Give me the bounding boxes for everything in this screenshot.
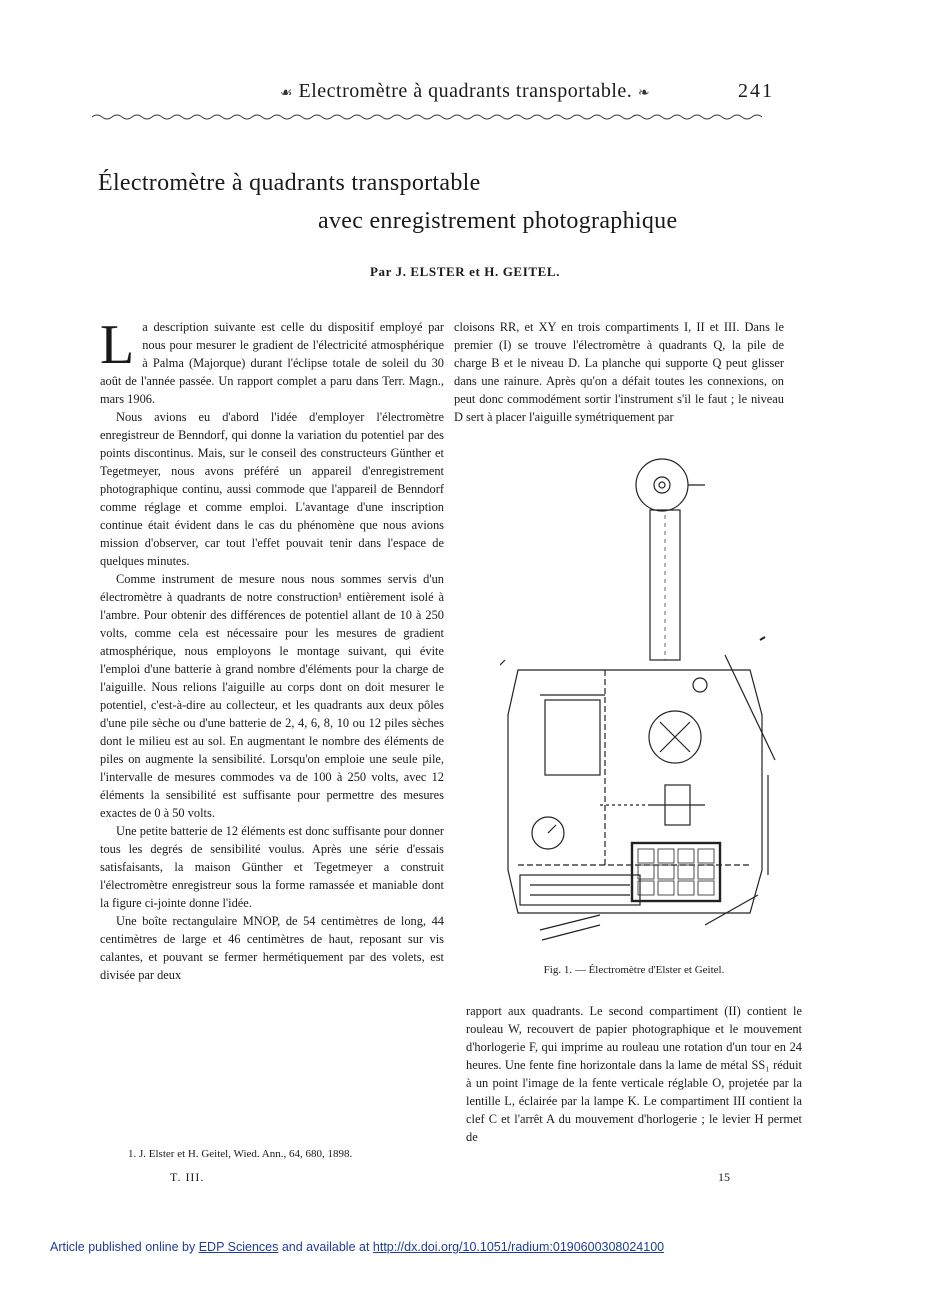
paragraph-5: Une boîte rectangulaire MNOP, de 54 centimètres de long, 44 centimètres de large et 46 centimètres de haut, reposant sur vis calantes, et pouvant se fermer hermétiquement par des volets, est divisée par deux	[100, 914, 444, 982]
running-title	[0, 80, 930, 103]
article-title-line1: Électromètre à quadrants transportable	[98, 170, 481, 196]
right-column-top	[454, 318, 784, 426]
paragraph-4: Une petite batterie de 12 éléments est donc suffisante pour donner tous les degrés de sensibilité voulus. Après une série d'essais satisfaisants, la maison Günther et Tegetmeyer a construit l'électromètre enregistreur sous la forme ramassée et maniable dont la figure ci-jointe donne l'idée.	[100, 824, 444, 910]
paragraph-1-text: a description suivante est celle du dispositif employé par nous pour mesurer le gradient de l'électricité atmosphérique à Palma (Majorque) durant l'éclipse totale de soleil du 30 août de l'année passée. Un rapport complet a paru dans Terr. Magn., mars 1906.	[100, 320, 444, 406]
article-title-line2: avec enregistrement photographique	[318, 208, 678, 234]
tome-marker: T. III.	[170, 1170, 205, 1184]
ornament-left-icon: ☙	[279, 86, 293, 101]
signature-marker: 15	[718, 1170, 730, 1184]
paragraph-7: rapport aux quadrants. Le second compartiment (II) contient le rouleau W, recouvert de papier photographique et le mouvement d'horlogerie F, qui imprime au rouleau une rotation d'un tour en 24 heures. Une fente fine horizontale dans la lame de métal SS₁ réduit à un point l'image de la fente verticale réglable O, projetée par la lentille L, éclairée par la lampe K. Le compartiment III contient la clef C et l'arrêt A du mouvement d'horlogerie ; le levier H permet de	[466, 1004, 802, 1144]
paragraph-6: cloisons RR, et XY en trois compartiments I, II et III. Dans le premier (I) se trouve l'électromètre à quadrants Q, la pile de charge B et le niveau D. La planche qui supporte Q peut glisser dans une rainure. Après qu'on a défait toutes les connexions, on peut donc commodément sortir l'instrument s'il le faut ; le niveau D sert à placer l'aiguille symétriquement par	[454, 320, 784, 424]
figure-dial-circle	[636, 459, 688, 511]
drop-cap: L	[100, 314, 135, 376]
paragraph-2: Nous avions eu d'abord l'idée d'employer l'électromètre enregistreur de Benndorf, qui donne la variation du potentiel par des points discontinus. Mais, sur le conseil des constructeurs Günther et Tegetmeyer, nous avons préféré un appareil d'enregistrement photographique continu, aussi commode que l'appareil de Benndorf comme réglage et comme emploi. L'avantage d'une inscription continue était évident dans le cas du phénomène que nous avions mission d'observer, car tout l'effet pouvait tenir dans l'espace de quelques minutes.	[100, 410, 444, 568]
doi-link[interactable]: http://dx.doi.org/10.1051/radium:0190600308024100	[372, 1240, 665, 1254]
electrometer-figure	[500, 455, 780, 963]
paragraph-1	[100, 314, 444, 408]
figure-electrometer	[545, 700, 600, 775]
ornament-right-icon: ❧	[637, 86, 651, 101]
figure-caption: Fig. 1. — Électromètre d'Elster et Geitel.	[543, 964, 725, 976]
footnote: 1. J. Elster et H. Geitel, Wied. Ann., 64, 680, 1898.	[128, 1148, 353, 1160]
left-column	[100, 314, 444, 984]
running-title-text: Electromètre à quadrants transportable.	[298, 80, 633, 102]
banner-middle: and available at	[278, 1240, 373, 1254]
publisher-banner	[50, 1240, 664, 1254]
banner-prefix: Article published online by	[50, 1240, 199, 1254]
figure-battery-box	[632, 843, 720, 901]
page-number: 241	[738, 80, 774, 102]
figure-box	[508, 670, 762, 913]
figure-dial-inner	[654, 477, 670, 493]
right-column-bottom	[466, 1002, 802, 1146]
byline: Par J. ELSTER et H. GEITEL.	[369, 264, 561, 279]
decorative-rule	[92, 112, 782, 122]
publisher-link[interactable]: EDP Sciences	[198, 1240, 279, 1254]
paragraph-3: Comme instrument de mesure nous nous sommes servis d'un électromètre à quadrants de notre construction¹ entièrement isolé à l'ambre. Pour obtenir des différences de potentiel allant de 10 à 250 volts, comme cela est nécessaire pour les mesures de gradient atmosphérique, nous employons le montage suivant, qui évite l'emploi d'une batterie à grand nombre d'éléments pour la charge de l'aiguille. Nous relions l'aiguille au corps dont on doit mesurer le potentiel, c'est-à-dire au collecteur, et les quadrants aux deux pôles d'une pile sèche ou d'une batterie de 2, 4, 6, 8, 10 ou 12 piles sèches dont le milieu est au sol. En augmentant le nombre des éléments de piles on augmente la sensibilité. Lorsqu'on emploie une seule pile, l'intervalle de mesures commodes va de 100 à 250 volts, avec 12 éléments la sensibilité est suffisante pour permettre des mesures exactes de 0 à 50 volts.	[100, 572, 444, 820]
